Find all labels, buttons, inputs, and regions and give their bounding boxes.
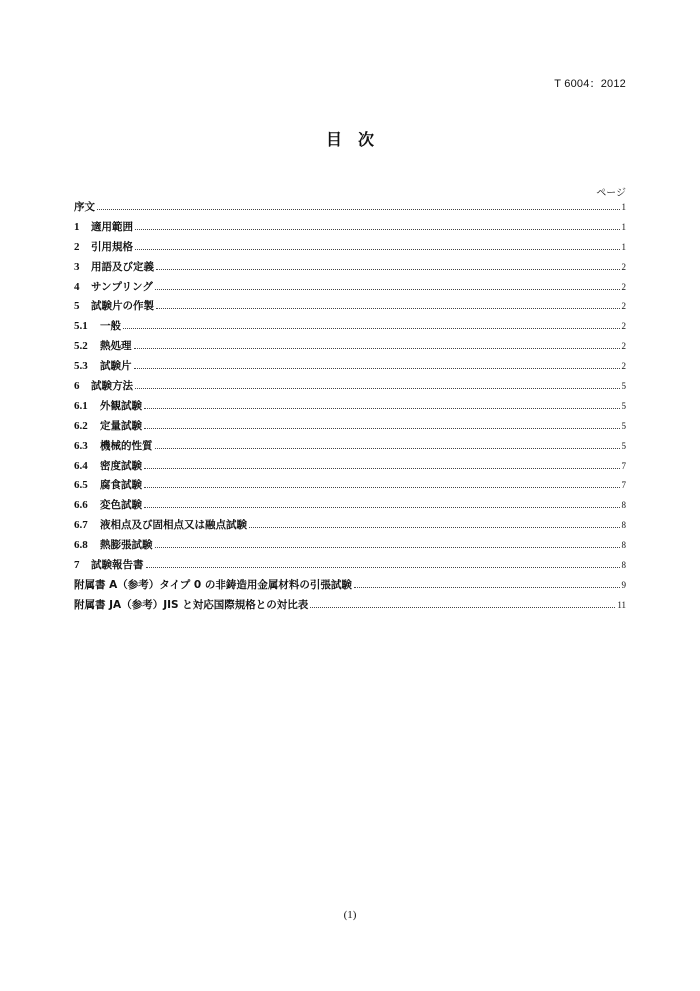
dot-leader <box>144 428 620 429</box>
toc-entry-number: 7 <box>74 559 80 572</box>
toc-entry-number: 5.2 <box>74 340 88 353</box>
toc-entry-page: 2 <box>621 301 626 312</box>
toc-entry[interactable] <box>74 279 626 299</box>
toc-entry-title: 引用規格 <box>91 240 133 253</box>
toc-entry-number: 6.8 <box>74 539 88 552</box>
toc-entry-title: 外観試験 <box>100 399 142 412</box>
toc-entry-page: 1 <box>621 241 626 252</box>
page-column-label: ページ <box>596 188 626 199</box>
toc-entry[interactable] <box>74 219 626 239</box>
toc-entry-title: 密度試験 <box>100 459 142 472</box>
toc-entry-title: 機械的性質 <box>100 439 153 452</box>
toc-entry-number: 4 <box>74 280 80 293</box>
toc-entry-page: 8 <box>621 520 626 531</box>
toc-entry-title: サンプリング <box>91 280 153 293</box>
toc-entry[interactable] <box>74 537 626 557</box>
toc-entry[interactable] <box>74 358 626 378</box>
toc-entry-number: 6.5 <box>74 479 88 492</box>
footer-page-number: (1) <box>343 909 357 921</box>
toc-entry[interactable] <box>74 199 626 219</box>
toc-entry[interactable] <box>74 577 626 597</box>
toc-entry[interactable] <box>74 378 626 398</box>
toc-entry-title: 腐食試験 <box>100 479 142 492</box>
toc-entry-page: 5 <box>621 440 626 451</box>
toc-entry-title: 附属書 JA（参考）JIS と対応国際規格との対比表 <box>74 598 309 611</box>
toc-entry-number: 6.4 <box>74 459 88 472</box>
toc-entry[interactable] <box>74 458 626 478</box>
toc-entry-number: 6.1 <box>74 399 88 412</box>
toc-entry-page: 7 <box>621 480 626 491</box>
dot-leader <box>144 487 620 488</box>
toc-entry[interactable] <box>74 597 626 617</box>
toc-entry[interactable] <box>74 438 626 458</box>
toc-entry-number: 1 <box>74 220 80 233</box>
dot-leader <box>135 249 620 250</box>
toc-entry-page: 2 <box>621 321 626 332</box>
dot-leader <box>135 229 620 230</box>
dot-leader <box>135 388 620 389</box>
toc-entry-number: 6.2 <box>74 419 88 432</box>
toc-entry-title: 用語及び定義 <box>91 260 154 273</box>
toc-entry[interactable] <box>74 298 626 318</box>
toc-title-char: 目 <box>325 130 342 149</box>
toc-entry-title: 試験片 <box>100 360 132 373</box>
toc-entry-title: 適用範囲 <box>91 220 133 233</box>
toc-entry-number: 6.3 <box>74 439 88 452</box>
toc-entry-page: 8 <box>621 560 626 571</box>
dot-leader <box>144 408 620 409</box>
toc-entry-number: 2 <box>74 240 80 253</box>
dot-leader <box>354 587 620 588</box>
toc-entry-number: 6.7 <box>74 519 88 532</box>
dot-leader <box>249 527 620 528</box>
toc-entry-page: 8 <box>621 540 626 551</box>
toc-entry-page: 8 <box>621 500 626 511</box>
toc-entry[interactable] <box>74 418 626 438</box>
toc-entry[interactable] <box>74 557 626 577</box>
toc-entry-title: 一般 <box>100 320 121 333</box>
toc-entry-number: 5.3 <box>74 360 88 373</box>
toc-entry-page: 2 <box>621 281 626 292</box>
toc-title-char: 次 <box>358 130 375 149</box>
dot-leader <box>144 468 620 469</box>
dot-leader <box>156 308 620 309</box>
toc-entry-page: 1 <box>621 221 626 232</box>
toc-entry-title: 試験報告書 <box>91 559 144 572</box>
toc-entry-title: 序文 <box>74 201 95 213</box>
toc-list <box>74 199 626 617</box>
toc-entry-number: 5.1 <box>74 320 88 333</box>
toc-entry-page: 2 <box>621 361 626 372</box>
toc-entry[interactable] <box>74 338 626 358</box>
dot-leader <box>144 507 620 508</box>
toc-entry-title: 変色試験 <box>100 499 142 512</box>
toc-entry-title: 試験方法 <box>91 380 133 393</box>
dot-leader <box>146 567 620 568</box>
toc-entry-page: 11 <box>617 599 626 610</box>
dot-leader <box>97 209 620 210</box>
toc-entry[interactable] <box>74 259 626 279</box>
toc-entry-number: 3 <box>74 260 80 273</box>
dot-leader <box>310 607 615 608</box>
toc-entry-page: 5 <box>621 400 626 411</box>
toc-entry-title: 熱膨張試験 <box>100 539 153 552</box>
toc-entry-title: 定量試験 <box>100 419 142 432</box>
toc-entry-number: 6.6 <box>74 499 88 512</box>
toc-entry[interactable] <box>74 239 626 259</box>
dot-leader <box>134 348 620 349</box>
toc-entry-page: 5 <box>621 420 626 431</box>
toc-entry[interactable] <box>74 477 626 497</box>
toc-entry-title: 試験片の作製 <box>91 300 154 313</box>
dot-leader <box>123 328 620 329</box>
toc-entry-title: 液相点及び固相点又は融点試験 <box>100 519 247 532</box>
toc-title <box>0 127 700 150</box>
toc-entry[interactable] <box>74 497 626 517</box>
dot-leader <box>155 289 620 290</box>
toc-entry-title: 熱処理 <box>100 340 132 353</box>
dot-leader <box>155 448 620 449</box>
toc-entry-page: 5 <box>621 381 626 392</box>
toc-entry-page: 9 <box>621 579 626 590</box>
toc-entry-page: 2 <box>621 341 626 352</box>
toc-entry-number: 6 <box>74 380 80 393</box>
dot-leader <box>155 547 620 548</box>
toc-entry-number: 5 <box>74 300 80 313</box>
toc-entry-page: 1 <box>621 202 626 212</box>
dot-leader <box>134 368 620 369</box>
dot-leader <box>156 269 620 270</box>
toc-entry[interactable] <box>74 318 626 338</box>
toc-entry-page: 2 <box>621 261 626 272</box>
document-code: T 6004：2012 <box>554 78 626 90</box>
toc-entry-title: 附属書 A（参考）タイプ 0 の非鋳造用金属材料の引張試験 <box>74 578 352 591</box>
toc-entry[interactable] <box>74 398 626 418</box>
toc-entry-page: 7 <box>621 460 626 471</box>
toc-entry[interactable] <box>74 517 626 537</box>
